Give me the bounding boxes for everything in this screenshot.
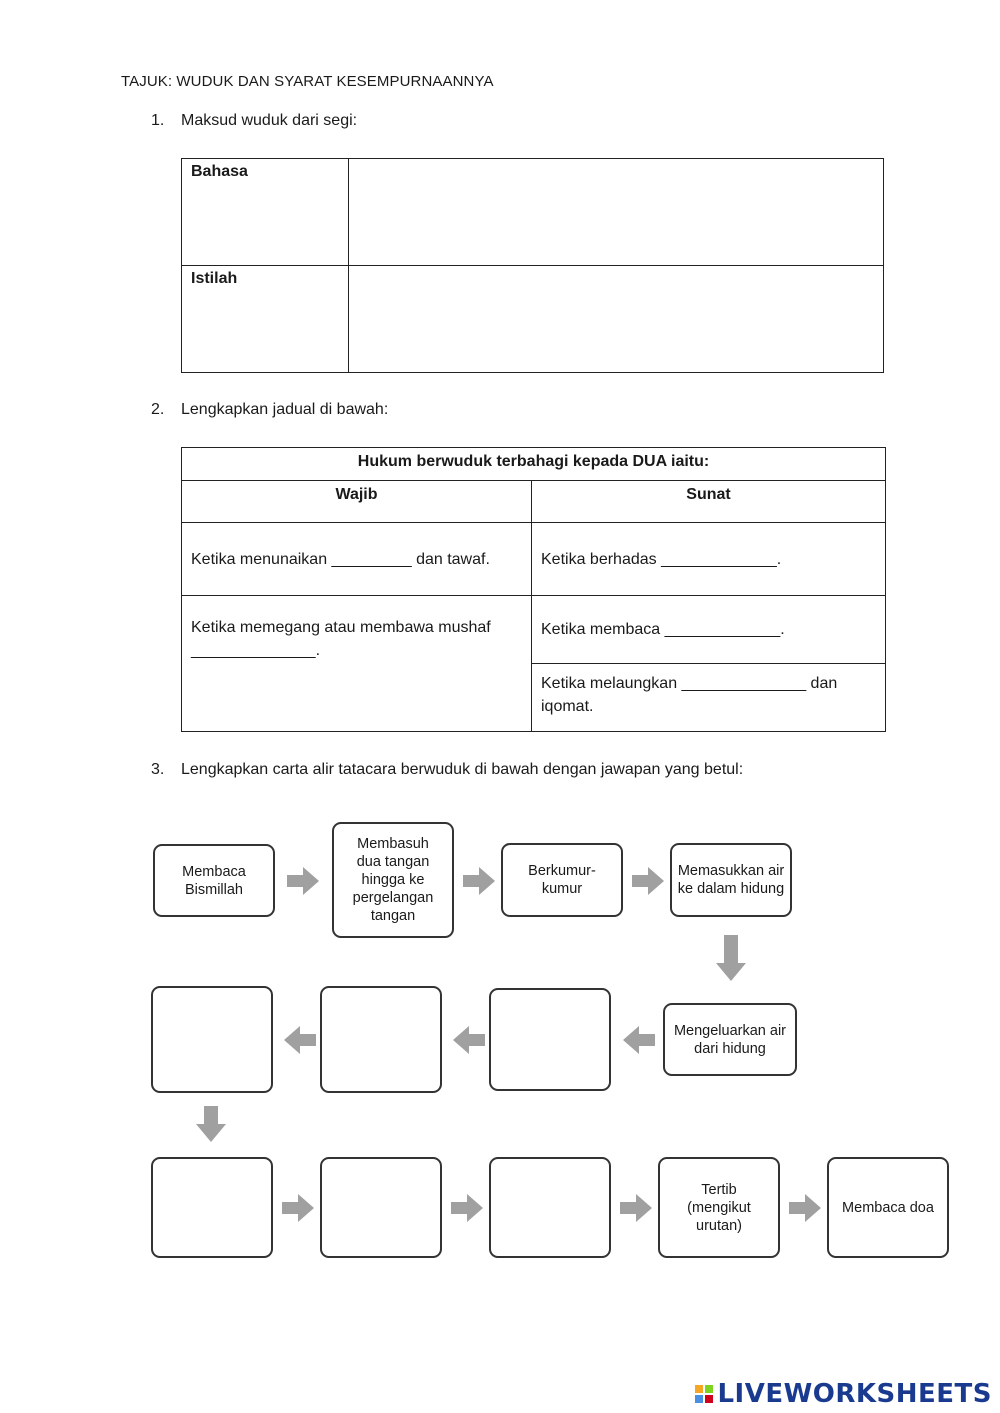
arrow-left-icon xyxy=(284,1026,316,1054)
flow-step-3: Berkumur-kumur xyxy=(501,843,623,917)
flow-step-7-blank[interactable] xyxy=(320,986,442,1093)
cell-wajib-2[interactable]: Ketika memegang atau membawa mushaf ______________. xyxy=(182,596,532,732)
liveworksheets-logo xyxy=(695,1379,992,1409)
arrow-right-icon xyxy=(287,867,319,895)
arrow-left-icon xyxy=(623,1026,655,1054)
cell-sunat-2[interactable]: Ketika membaca _____________. xyxy=(532,596,886,664)
arrow-left-icon xyxy=(453,1026,485,1054)
flow-step-9-blank[interactable] xyxy=(151,1157,273,1258)
arrow-down-icon xyxy=(716,935,746,981)
arrow-right-icon xyxy=(632,867,664,895)
flow-step-11-blank[interactable] xyxy=(489,1157,611,1258)
column-header-sunat: Sunat xyxy=(532,481,886,523)
column-header-wajib: Wajib xyxy=(182,481,532,523)
flow-step-4: Memasukkan air ke dalam hidung xyxy=(670,843,792,917)
cell-sunat-1[interactable]: Ketika berhadas _____________. xyxy=(532,523,886,596)
question-number: 2. xyxy=(151,401,165,418)
table-row xyxy=(182,266,884,373)
flow-step-1: Membaca Bismillah xyxy=(153,844,275,917)
arrow-right-icon xyxy=(463,867,495,895)
answer-bahasa[interactable] xyxy=(349,159,884,266)
arrow-right-icon xyxy=(620,1194,652,1222)
brand-name: LIVEWORKSHEETS xyxy=(717,1379,992,1409)
question-3 xyxy=(151,761,871,783)
cell-wajib-1[interactable]: Ketika menunaikan _________ dan tawaf. xyxy=(182,523,532,596)
hukum-table xyxy=(181,447,886,732)
logo-icon xyxy=(695,1385,713,1403)
flow-step-2: Membasuh dua tangan hingga ke pergelangan tangan xyxy=(332,822,454,938)
cell-sunat-3[interactable]: Ketika melaungkan ______________ dan iqomat. xyxy=(532,664,886,732)
arrow-right-icon xyxy=(282,1194,314,1222)
flow-step-8-blank[interactable] xyxy=(151,986,273,1093)
question-text: Lengkapkan carta alir tatacara berwuduk di bawah dengan jawapan yang betul: xyxy=(181,761,744,778)
arrow-right-icon xyxy=(451,1194,483,1222)
arrow-right-icon xyxy=(789,1194,821,1222)
question-text: Maksud wuduk dari segi: xyxy=(181,112,358,129)
table-row xyxy=(182,159,884,266)
question-2 xyxy=(151,401,851,423)
definition-table xyxy=(181,158,884,373)
question-text: Lengkapkan jadual di bawah: xyxy=(181,401,389,418)
question-number: 3. xyxy=(151,761,165,778)
question-1 xyxy=(151,112,851,134)
page-title: TAJUK: WUDUK DAN SYARAT KESEMPURNAANNYA xyxy=(121,73,494,90)
flow-step-13: Membaca doa xyxy=(827,1157,949,1258)
table-header: Hukum berwuduk terbahagi kepada DUA iaitu: xyxy=(182,448,886,481)
flow-step-12: Tertib (mengikut urutan) xyxy=(658,1157,780,1258)
question-number: 1. xyxy=(151,112,165,129)
flow-step-5: Mengeluarkan air dari hidung xyxy=(663,1003,797,1076)
arrow-down-icon xyxy=(196,1106,226,1142)
answer-istilah[interactable] xyxy=(349,266,884,373)
flow-step-10-blank[interactable] xyxy=(320,1157,442,1258)
row-label-istilah: Istilah xyxy=(182,266,349,373)
row-label-bahasa: Bahasa xyxy=(182,159,349,266)
flow-step-6-blank[interactable] xyxy=(489,988,611,1091)
